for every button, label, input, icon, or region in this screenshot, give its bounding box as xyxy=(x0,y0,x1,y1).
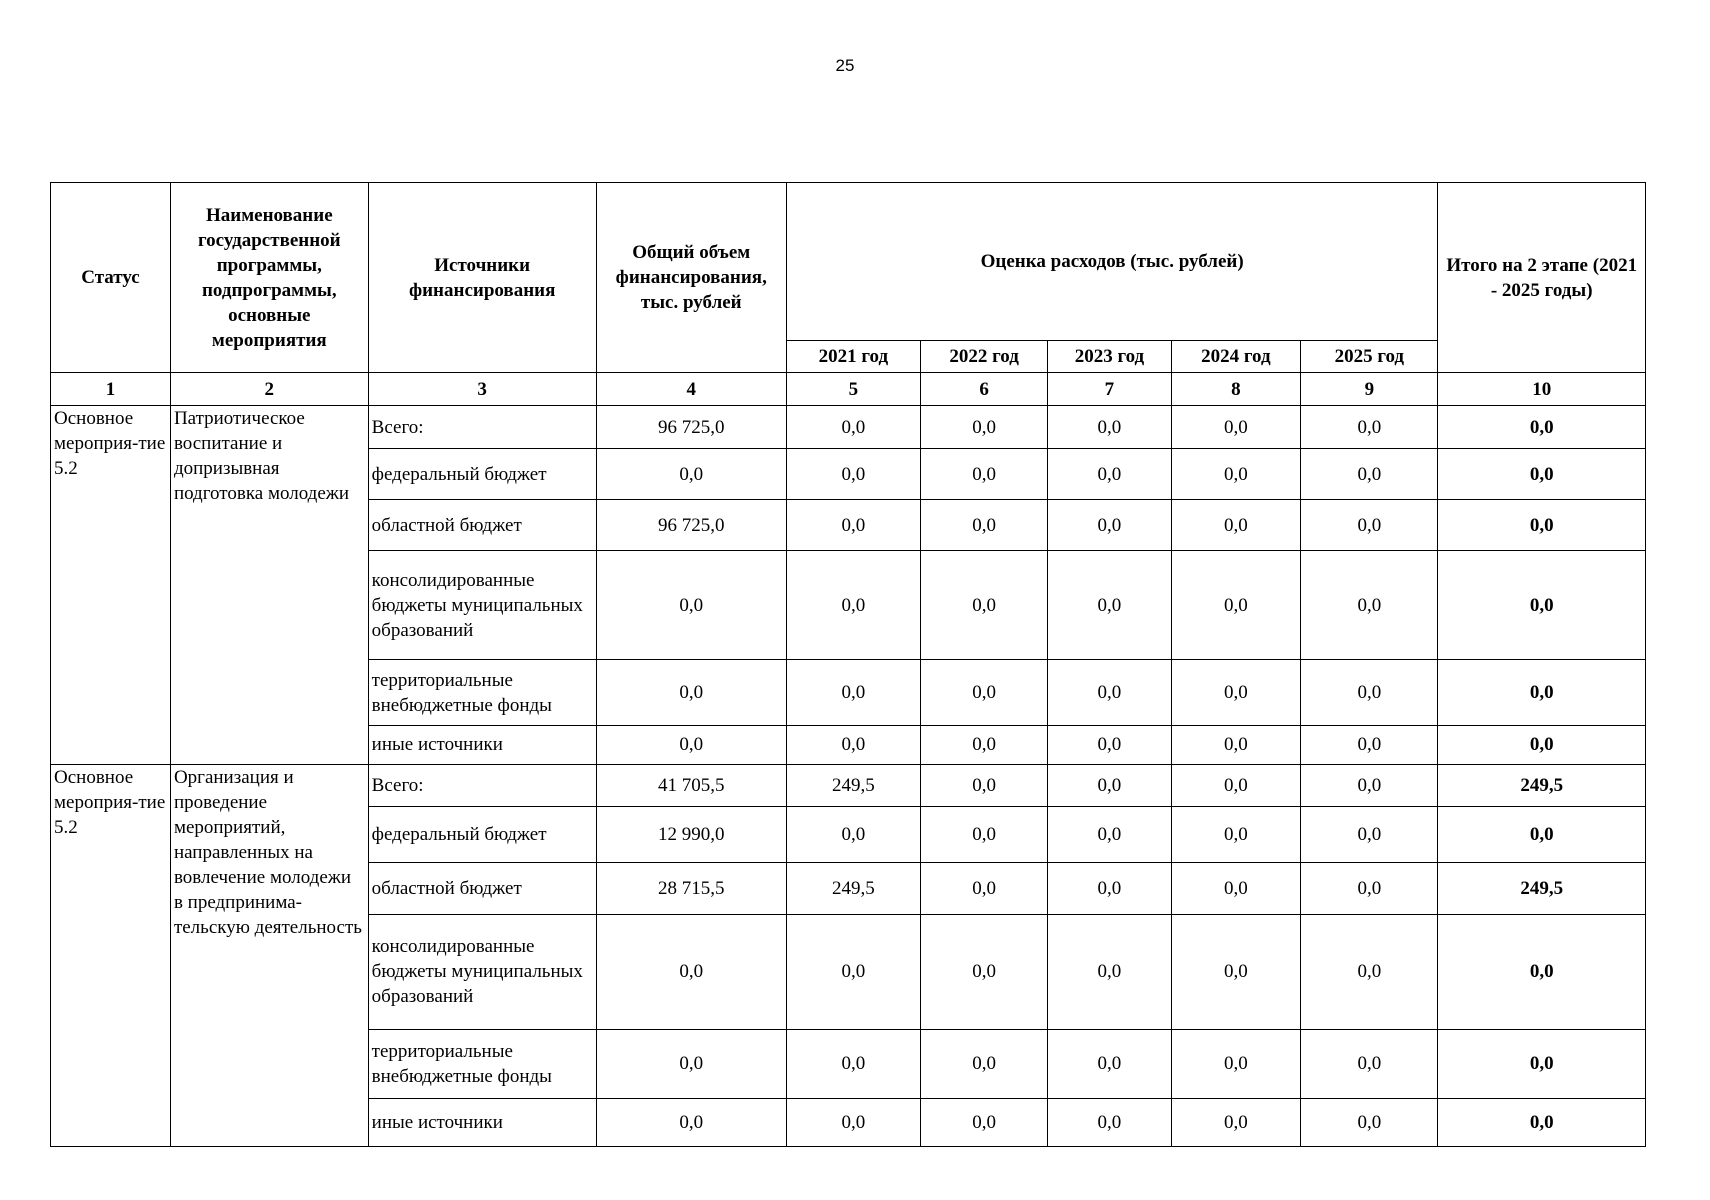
year-2023-cell: 0,0 xyxy=(1048,550,1171,660)
total-volume-cell: 96 725,0 xyxy=(596,406,786,449)
year-2023-cell: 0,0 xyxy=(1048,500,1171,550)
year-2024-cell: 0,0 xyxy=(1171,725,1301,764)
source-cell: Всего: xyxy=(368,764,596,806)
header-total-volume: Общий объем финансирования, тыс. рублей xyxy=(596,183,786,373)
source-cell: консолидированные бюджеты муниципальных образований xyxy=(368,914,596,1030)
column-number: 1 xyxy=(51,373,171,406)
stage-total-cell: 0,0 xyxy=(1438,449,1646,500)
year-2025-cell: 0,0 xyxy=(1301,863,1438,914)
year-2021-cell: 0,0 xyxy=(786,449,920,500)
year-2024-cell: 0,0 xyxy=(1171,500,1301,550)
header-stage-total: Итого на 2 этапе (2021 - 2025 годы) xyxy=(1438,183,1646,373)
year-2021-cell: 249,5 xyxy=(786,863,920,914)
year-2022-cell: 0,0 xyxy=(920,914,1048,1030)
source-cell: иные источники xyxy=(368,725,596,764)
year-2024-cell: 0,0 xyxy=(1171,914,1301,1030)
source-cell: федеральный бюджет xyxy=(368,807,596,863)
year-2022-cell: 0,0 xyxy=(920,1030,1048,1098)
column-number: 5 xyxy=(786,373,920,406)
year-2025-cell: 0,0 xyxy=(1301,449,1438,500)
header-year: 2024 год xyxy=(1171,341,1301,373)
year-2025-cell: 0,0 xyxy=(1301,914,1438,1030)
source-cell: областной бюджет xyxy=(368,863,596,914)
year-2025-cell: 0,0 xyxy=(1301,406,1438,449)
stage-total-cell: 0,0 xyxy=(1438,550,1646,660)
year-2021-cell: 0,0 xyxy=(786,1098,920,1146)
total-volume-cell: 96 725,0 xyxy=(596,500,786,550)
column-number: 3 xyxy=(368,373,596,406)
year-2024-cell: 0,0 xyxy=(1171,1098,1301,1146)
column-number: 8 xyxy=(1171,373,1301,406)
header-year: 2021 год xyxy=(786,341,920,373)
total-volume-cell: 0,0 xyxy=(596,1030,786,1098)
total-volume-cell: 0,0 xyxy=(596,550,786,660)
year-2022-cell: 0,0 xyxy=(920,406,1048,449)
header-year: 2025 год xyxy=(1301,341,1438,373)
year-2023-cell: 0,0 xyxy=(1048,914,1171,1030)
header-sources: Источники финансирования xyxy=(368,183,596,373)
stage-total-cell: 0,0 xyxy=(1438,406,1646,449)
year-2022-cell: 0,0 xyxy=(920,807,1048,863)
total-volume-cell: 0,0 xyxy=(596,725,786,764)
table-row xyxy=(51,764,1646,806)
year-2023-cell: 0,0 xyxy=(1048,449,1171,500)
year-2022-cell: 0,0 xyxy=(920,500,1048,550)
year-2023-cell: 0,0 xyxy=(1048,725,1171,764)
year-2025-cell: 0,0 xyxy=(1301,550,1438,660)
year-2022-cell: 0,0 xyxy=(920,725,1048,764)
program-name-cell: Организация и проведение мероприятий, направленных на вовлечение молодежи в предпринима-тельскую деятельность xyxy=(170,764,368,1146)
stage-total-cell: 0,0 xyxy=(1438,1030,1646,1098)
year-2024-cell: 0,0 xyxy=(1171,550,1301,660)
source-cell: консолидированные бюджеты муниципальных образований xyxy=(368,550,596,660)
total-volume-cell: 0,0 xyxy=(596,914,786,1030)
stage-total-cell: 0,0 xyxy=(1438,807,1646,863)
stage-total-cell: 0,0 xyxy=(1438,1098,1646,1146)
total-volume-cell: 0,0 xyxy=(596,449,786,500)
stage-total-cell: 0,0 xyxy=(1438,725,1646,764)
year-2022-cell: 0,0 xyxy=(920,550,1048,660)
year-2024-cell: 0,0 xyxy=(1171,449,1301,500)
header-year: 2022 год xyxy=(920,341,1048,373)
program-name-cell: Патриотическое воспитание и допризывная подготовка молодежи xyxy=(170,406,368,765)
column-number: 10 xyxy=(1438,373,1646,406)
year-2023-cell: 0,0 xyxy=(1048,1098,1171,1146)
year-2025-cell: 0,0 xyxy=(1301,725,1438,764)
stage-total-cell: 0,0 xyxy=(1438,660,1646,725)
stage-total-cell: 249,5 xyxy=(1438,764,1646,806)
year-2024-cell: 0,0 xyxy=(1171,406,1301,449)
source-cell: иные источники xyxy=(368,1098,596,1146)
year-2021-cell: 0,0 xyxy=(786,406,920,449)
status-cell: Основное мероприя-тие 5.2 xyxy=(51,406,171,765)
year-2022-cell: 0,0 xyxy=(920,764,1048,806)
year-2022-cell: 0,0 xyxy=(920,449,1048,500)
stage-total-cell: 0,0 xyxy=(1438,914,1646,1030)
year-2024-cell: 0,0 xyxy=(1171,863,1301,914)
status-cell: Основное мероприя-тие 5.2 xyxy=(51,764,171,1146)
year-2025-cell: 0,0 xyxy=(1301,500,1438,550)
year-2023-cell: 0,0 xyxy=(1048,406,1171,449)
year-2022-cell: 0,0 xyxy=(920,660,1048,725)
financing-table xyxy=(50,182,1646,1147)
year-2023-cell: 0,0 xyxy=(1048,807,1171,863)
year-2023-cell: 0,0 xyxy=(1048,863,1171,914)
total-volume-cell: 0,0 xyxy=(596,1098,786,1146)
year-2025-cell: 0,0 xyxy=(1301,764,1438,806)
page-number: 25 xyxy=(835,56,855,75)
year-2021-cell: 0,0 xyxy=(786,914,920,1030)
year-2025-cell: 0,0 xyxy=(1301,660,1438,725)
year-2021-cell: 0,0 xyxy=(786,725,920,764)
column-number: 9 xyxy=(1301,373,1438,406)
year-2021-cell: 0,0 xyxy=(786,1030,920,1098)
year-2021-cell: 0,0 xyxy=(786,807,920,863)
year-2024-cell: 0,0 xyxy=(1171,660,1301,725)
column-number: 6 xyxy=(920,373,1048,406)
header-status: Статус xyxy=(51,183,171,373)
source-cell: областной бюджет xyxy=(368,500,596,550)
table-row xyxy=(51,406,1646,449)
year-2023-cell: 0,0 xyxy=(1048,1030,1171,1098)
year-2021-cell: 0,0 xyxy=(786,550,920,660)
header-row xyxy=(51,183,1646,341)
year-2022-cell: 0,0 xyxy=(920,863,1048,914)
header-estimate: Оценка расходов (тыс. рублей) xyxy=(786,183,1438,341)
year-2021-cell: 249,5 xyxy=(786,764,920,806)
total-volume-cell: 12 990,0 xyxy=(596,807,786,863)
year-2024-cell: 0,0 xyxy=(1171,1030,1301,1098)
source-cell: территориальные внебюджетные фонды xyxy=(368,660,596,725)
stage-total-cell: 249,5 xyxy=(1438,863,1646,914)
year-2025-cell: 0,0 xyxy=(1301,1098,1438,1146)
year-2024-cell: 0,0 xyxy=(1171,807,1301,863)
year-2022-cell: 0,0 xyxy=(920,1098,1048,1146)
column-number-row xyxy=(51,373,1646,406)
column-number: 7 xyxy=(1048,373,1171,406)
header-year: 2023 год xyxy=(1048,341,1171,373)
year-2024-cell: 0,0 xyxy=(1171,764,1301,806)
year-2023-cell: 0,0 xyxy=(1048,660,1171,725)
total-volume-cell: 41 705,5 xyxy=(596,764,786,806)
total-volume-cell: 0,0 xyxy=(596,660,786,725)
stage-total-cell: 0,0 xyxy=(1438,500,1646,550)
year-2025-cell: 0,0 xyxy=(1301,807,1438,863)
year-2023-cell: 0,0 xyxy=(1048,764,1171,806)
year-2021-cell: 0,0 xyxy=(786,500,920,550)
source-cell: федеральный бюджет xyxy=(368,449,596,500)
year-2025-cell: 0,0 xyxy=(1301,1030,1438,1098)
header-name: Наименование государственной программы, подпрограммы, основные мероприятия xyxy=(170,183,368,373)
year-2021-cell: 0,0 xyxy=(786,660,920,725)
column-number: 2 xyxy=(170,373,368,406)
column-number: 4 xyxy=(596,373,786,406)
total-volume-cell: 28 715,5 xyxy=(596,863,786,914)
source-cell: Всего: xyxy=(368,406,596,449)
source-cell: территориальные внебюджетные фонды xyxy=(368,1030,596,1098)
